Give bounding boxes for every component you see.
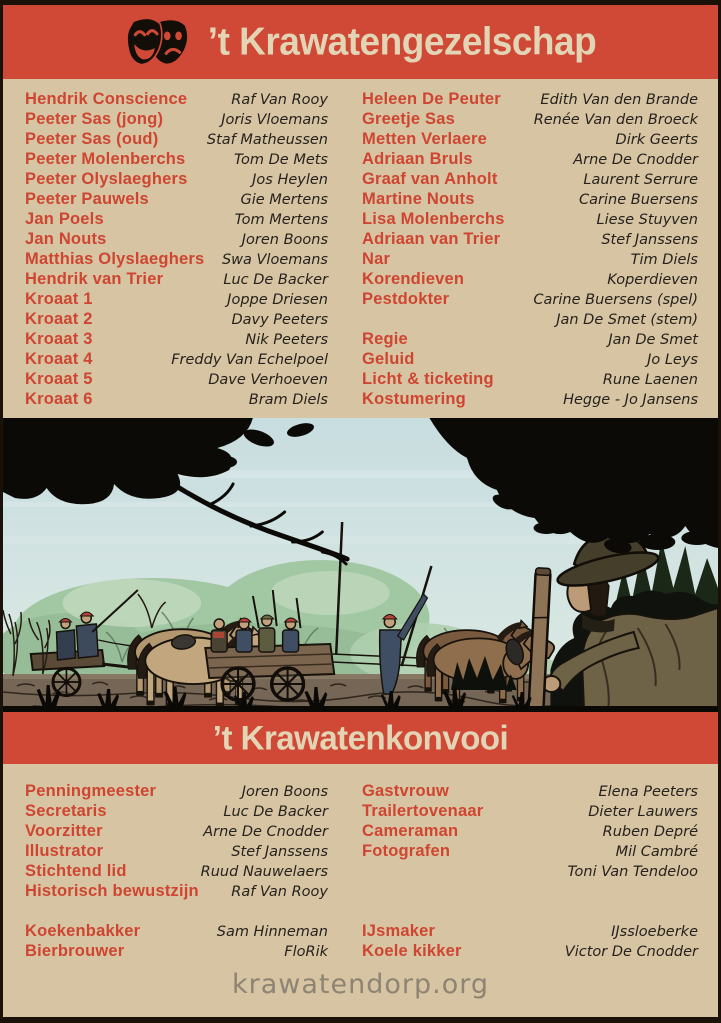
credit-row	[362, 801, 698, 821]
performer-name: Staf Matheussen	[206, 132, 328, 148]
credit-row	[362, 901, 698, 921]
performer-name: Tim Diels	[630, 252, 698, 268]
role-label: Kroaat 1	[25, 290, 93, 308]
role-label: Fotografen	[362, 842, 451, 860]
performer-name: Jos Heylen	[252, 172, 328, 188]
performer-name: Davy Peeters	[231, 312, 328, 328]
credit-row	[25, 229, 328, 249]
performer-name: Jan De Smet (stem)	[556, 312, 698, 328]
role-label: Nar	[362, 250, 391, 268]
role-label: Jan Poels	[25, 210, 104, 228]
role-label: IJsmaker	[362, 922, 436, 940]
credit-row	[362, 149, 698, 169]
role-label: Adriaan Bruls	[362, 150, 473, 168]
performer-name: Luc De Backer	[223, 272, 328, 288]
performer-name: Mil Cambré	[615, 844, 698, 860]
role-label: Voorzitter	[25, 822, 103, 840]
performer-name: Rune Laenen	[602, 372, 698, 388]
role-label: Martine Nouts	[362, 190, 475, 208]
credit-row	[25, 821, 328, 841]
cast-right-column	[362, 89, 698, 418]
credit-row	[25, 89, 328, 109]
role-label: Kroaat 6	[25, 390, 93, 408]
credit-row	[25, 169, 328, 189]
credit-row	[25, 209, 328, 229]
performer-name: Dieter Lauwers	[588, 804, 698, 820]
credit-row	[25, 369, 328, 389]
performer-name: Dave Verhoeven	[208, 372, 328, 388]
performer-name: Ruud Nauwelaers	[200, 864, 328, 880]
performer-name: Tom De Mets	[233, 152, 328, 168]
role-label: Kroaat 2	[25, 310, 93, 328]
role-label: Greetje Sas	[362, 110, 456, 128]
performer-name: Liese Stuyven	[596, 212, 698, 228]
role-label: Adriaan van Trier	[362, 230, 501, 248]
role-label: Hendrik Conscience	[25, 90, 188, 108]
credit-row	[362, 189, 698, 209]
credit-row	[362, 389, 698, 409]
role-label: Koele kikker	[362, 942, 462, 960]
role-label: Gastvrouw	[362, 782, 450, 800]
crew-left-column	[25, 781, 328, 961]
performer-name: Swa Vloemans	[221, 252, 328, 268]
credit-row	[25, 309, 328, 329]
role-label: Secretaris	[25, 802, 107, 820]
performer-name: Stef Janssens	[601, 232, 698, 248]
performer-name: Tom Mertens	[234, 212, 328, 228]
performer-name: Jo Leys	[647, 352, 698, 368]
role-label: Lisa Molenberchs	[362, 210, 505, 228]
credit-row	[25, 149, 328, 169]
credit-row	[362, 841, 698, 861]
page-title: ’t Krawatengezelschap	[207, 19, 597, 63]
performer-name	[693, 882, 698, 902]
section-band	[3, 712, 718, 764]
performer-name: Carine Buersens (spel)	[533, 292, 698, 308]
role-label: Jan Nouts	[25, 230, 107, 248]
credit-row	[25, 389, 328, 409]
credit-row	[25, 329, 328, 349]
performer-name: Joren Boons	[241, 784, 328, 800]
performer-name	[693, 902, 698, 922]
credit-row	[25, 921, 328, 941]
performer-name: Hegge - Jo Jansens	[563, 392, 698, 408]
role-label: Graaf van Anholt	[362, 170, 498, 188]
credit-row	[362, 309, 698, 329]
performer-name: Dirk Geerts	[615, 132, 698, 148]
credit-row	[25, 841, 328, 861]
performer-name: Edith Van den Brande	[540, 92, 698, 108]
role-label: Kroaat 5	[25, 370, 93, 388]
role-label: Cameraman	[362, 822, 459, 840]
role-label: Heleen De Peuter	[362, 90, 501, 108]
credit-row	[362, 781, 698, 801]
comedy-tragedy-masks-icon	[125, 17, 193, 67]
role-label: Licht & ticketing	[362, 370, 494, 388]
convoy-illustration	[3, 418, 718, 712]
role-label	[362, 309, 367, 329]
credit-row	[362, 329, 698, 349]
role-label: Penningmeester	[25, 782, 157, 800]
performer-name: Toni Van Tendeloo	[567, 864, 698, 880]
credit-row	[25, 269, 328, 289]
credit-row	[25, 781, 328, 801]
performer-name: Elena Peeters	[598, 784, 698, 800]
crew-credits-section	[3, 764, 718, 961]
role-label: Trailertovenaar	[362, 802, 484, 820]
credit-row	[25, 289, 328, 309]
role-label: Illustrator	[25, 842, 104, 860]
performer-name: Luc De Backer	[223, 804, 328, 820]
credit-row	[362, 89, 698, 109]
credit-row	[362, 881, 698, 901]
role-label	[362, 861, 367, 881]
credit-row	[25, 901, 328, 921]
header-band	[3, 5, 718, 79]
performer-name: Freddy Van Echelpoel	[171, 352, 328, 368]
role-label: Peeter Sas (jong)	[25, 110, 164, 128]
performer-name: IJssloeberke	[611, 924, 698, 940]
role-label: Koekenbakker	[25, 922, 141, 940]
performer-name: Raf Van Rooy	[231, 884, 328, 900]
credit-row	[25, 801, 328, 821]
credit-row	[362, 209, 698, 229]
credit-row	[25, 109, 328, 129]
credit-row	[362, 169, 698, 189]
credit-row	[25, 129, 328, 149]
performer-name: Joppe Driesen	[227, 292, 328, 308]
credit-row	[362, 349, 698, 369]
role-label: Regie	[362, 330, 408, 348]
role-label: Hendrik van Trier	[25, 270, 164, 288]
credit-row	[25, 861, 328, 881]
credit-row	[25, 349, 328, 369]
role-label	[25, 901, 30, 921]
performer-name: Joris Vloemans	[221, 112, 328, 128]
role-label: Peeter Pauwels	[25, 190, 149, 208]
role-label: Kroaat 4	[25, 350, 93, 368]
role-label	[362, 901, 367, 921]
credit-row	[362, 921, 698, 941]
credit-row	[362, 229, 698, 249]
performer-name: Ruben Depré	[602, 824, 698, 840]
performer-name: Jan De Smet	[608, 332, 698, 348]
performer-name: Gie Mertens	[240, 192, 328, 208]
performer-name: Bram Diels	[248, 392, 328, 408]
credit-row	[362, 861, 698, 881]
role-label: Geluid	[362, 350, 415, 368]
role-label: Peeter Molenberchs	[25, 150, 186, 168]
role-label: Bierbrouwer	[25, 942, 125, 960]
performer-name: Stef Janssens	[231, 844, 328, 860]
credit-row	[362, 269, 698, 289]
role-label: Peeter Sas (oud)	[25, 130, 159, 148]
credit-row	[362, 821, 698, 841]
performer-name: Nik Peeters	[245, 332, 328, 348]
performer-name	[323, 902, 328, 922]
section-title: ’t Krawatenkonvooi	[212, 718, 509, 757]
performer-name: FloRik	[284, 944, 328, 960]
performer-name: Victor De Cnodder	[564, 944, 698, 960]
crew-right-column	[362, 781, 698, 961]
role-label: Kostumering	[362, 390, 466, 408]
role-label: Metten Verlaere	[362, 130, 487, 148]
role-label: Korendieven	[362, 270, 465, 288]
role-label: Kroaat 3	[25, 330, 93, 348]
credit-row	[362, 369, 698, 389]
performer-name: Laurent Serrure	[583, 172, 698, 188]
performer-name: Arne De Cnodder	[573, 152, 698, 168]
website-url: krawatendorp.org	[232, 969, 489, 1000]
credit-row	[362, 941, 698, 961]
credit-row	[362, 109, 698, 129]
credit-row	[25, 881, 328, 901]
credit-row	[362, 289, 698, 309]
performer-name: Raf Van Rooy	[231, 92, 328, 108]
credit-row	[25, 941, 328, 961]
cast-credits-section	[3, 79, 718, 418]
role-label: Pestdokter	[362, 290, 450, 308]
performer-name: Renée Van den Broeck	[533, 112, 698, 128]
credit-row	[25, 189, 328, 209]
cast-left-column	[25, 89, 328, 418]
credit-row	[362, 129, 698, 149]
credit-row	[25, 249, 328, 269]
performer-name: Carine Buersens	[579, 192, 698, 208]
performer-name: Arne De Cnodder	[203, 824, 328, 840]
role-label	[362, 881, 367, 901]
credit-row	[362, 249, 698, 269]
role-label: Matthias Olyslaeghers	[25, 250, 205, 268]
role-label: Stichtend lid	[25, 862, 127, 880]
performer-name: Koperdieven	[607, 272, 698, 288]
role-label: Peeter Olyslaeghers	[25, 170, 188, 188]
role-label: Historisch bewustzijn	[25, 882, 199, 900]
performer-name: Joren Boons	[241, 232, 328, 248]
performer-name: Sam Hinneman	[216, 924, 328, 940]
